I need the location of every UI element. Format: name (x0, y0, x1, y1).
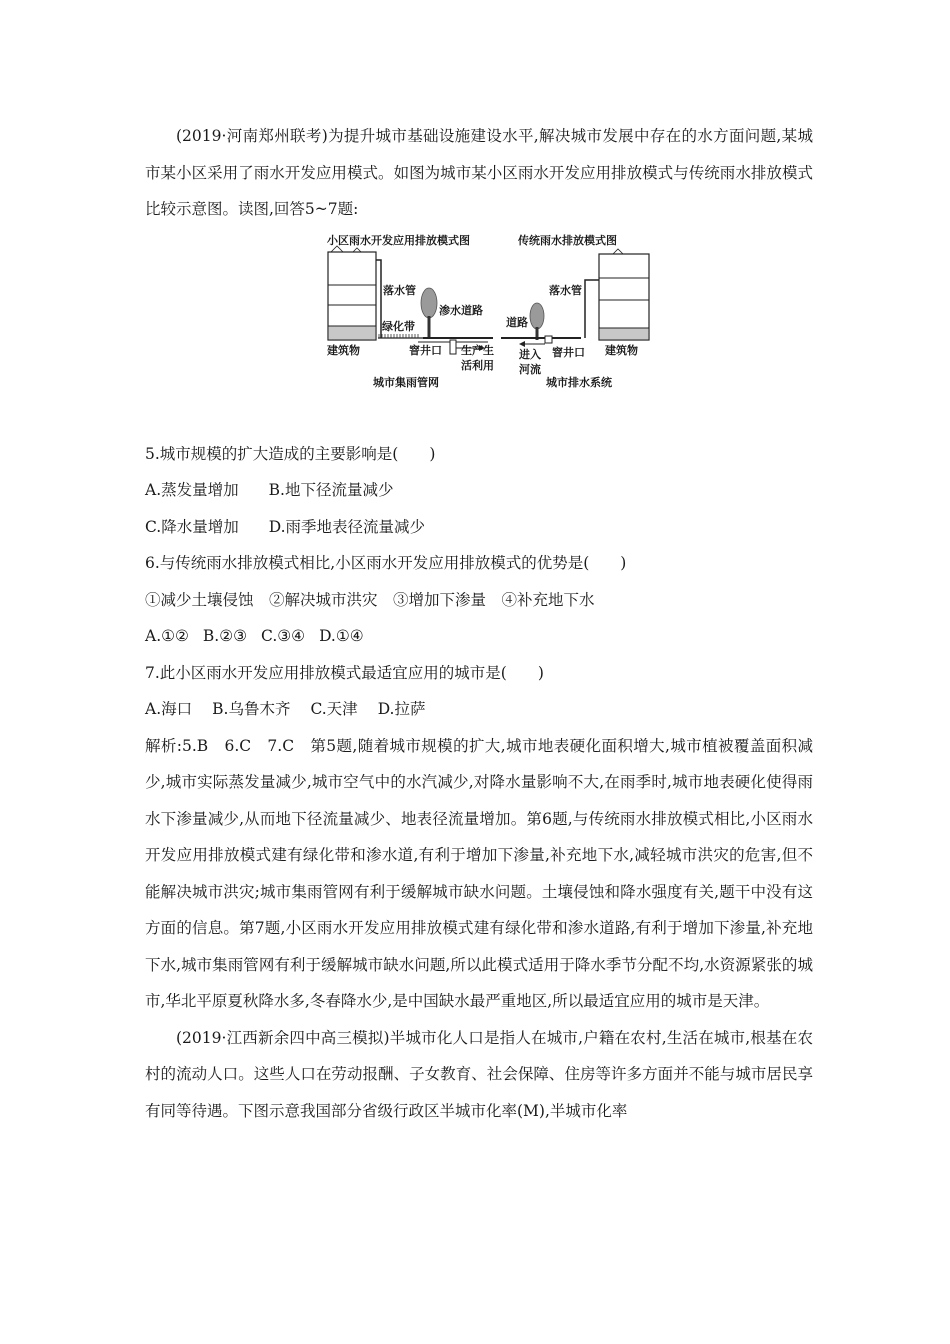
left-downpipe-shape (376, 260, 381, 338)
q6-options (145, 618, 813, 655)
right-building-shape (599, 249, 649, 340)
q7-option-c[interactable]: C.天津 (310, 700, 358, 718)
q5-stem: 5.城市规模的扩大造成的主要影响是( ) (145, 444, 436, 463)
left-downpipe-label: 落水管 (383, 283, 416, 297)
right-manhole-label: 窨井口 (552, 345, 585, 359)
q5-option-d[interactable]: D.雨季地表径流量减少 (268, 517, 426, 536)
left-building-shape (328, 246, 376, 340)
right-downpipe-shape (585, 280, 599, 338)
q6-option-c[interactable]: C.③④ (261, 627, 306, 645)
intro2-paragraph: (2019·江西新余四中高三模拟)半城市化人口是指人在城市,户籍在农村,生活在城市,根基在农村的流动人口。这些人口在劳动报酬、子女教育、社会保障、住房等许多方面并不能与城市居民享有同等待遇。下图示意我国部分省级行政区半城市化率(M),半城市化率 (145, 1028, 813, 1120)
road-label: 道路 (506, 315, 528, 329)
q5-option-a[interactable]: A.蒸发量增加 (145, 481, 239, 499)
document-page (145, 118, 813, 1129)
rainwater-diagram (145, 230, 813, 430)
q6-items: ①减少土壤侵蚀 ②解决城市洪灾 ③增加下渗量 ④补充地下水 (145, 590, 595, 609)
q7-option-d[interactable]: D.拉萨 (377, 700, 426, 718)
left-building-label: 建筑物 (327, 343, 360, 357)
green-belt-shape (378, 334, 423, 338)
q6-option-a[interactable]: A.①② (145, 627, 189, 645)
q6-option-d[interactable]: D.①④ (319, 627, 364, 645)
q5-option-b[interactable]: B.地下径流量减少 (268, 481, 394, 499)
river-line1: 进入 (519, 347, 541, 361)
q5-options-ab (145, 472, 813, 509)
q7-option-b[interactable]: B.乌鲁木齐 (212, 700, 291, 718)
left-network-label: 城市集雨管网 (373, 375, 439, 389)
analysis-paragraph: 解析:5.B 6.C 7.C 第5题,随着城市规模的扩大,城市地表硬化面积增大,城市植被覆盖面积减少,城市实际蒸发量减少,城市空气中的水汽减少,对降水量影响不大,在雨季时,城市地表硬化使得雨水下渗量减少,从而地下径流量减少、地表径流量增加。第6题,与传统雨水排放模式相比,小区雨水开发应用排放模式建有绿化带和渗水道,有利于增加下渗量,补充地下水,减轻城市洪灾的危害,但不能解决城市洪灾;城市集雨管网有利于缓解城市缺水问题。土壤侵蚀和降水强度有关,题干中没有这方面的信息。第7题,小区雨水开发应用排放模式建有绿化带和渗水道路,有利于增加下渗量,补充地下水,城市集雨管网有利于缓解城市缺水问题,所以此模式适用于降水季节分配不均,水资源紧张的城市,华北平原夏秋降水多,冬春降水少,是中国缺水最严重地区,所以最适宜应用的城市是天津。 (145, 736, 813, 1010)
permeable-road-label: 渗水道路 (439, 303, 483, 317)
production-use-line1: 生产生 (461, 343, 494, 357)
production-use-line2: 活利用 (461, 358, 494, 372)
q6-stem: 6.与传统雨水排放模式相比,小区雨水开发应用排放模式的优势是( ) (145, 554, 627, 572)
river-line2: 河流 (519, 362, 541, 376)
q5-options-cd (145, 509, 813, 546)
right-tree-shape (530, 303, 544, 340)
right-network-label: 城市排水系统 (546, 375, 612, 389)
right-building-label: 建筑物 (605, 343, 638, 357)
right-downpipe-label: 落水管 (549, 283, 582, 297)
q7-stem: 7.此小区雨水开发应用排放模式最适宜应用的城市是( ) (145, 663, 544, 682)
rainwater-diagram-svg (323, 230, 653, 390)
left-tree-shape (421, 288, 437, 338)
q5-option-c[interactable]: C.降水量增加 (145, 517, 239, 536)
intro-paragraph: (2019·河南郑州联考)为提升城市基础设施建设水平,解决城市发展中存在的水方面问题,某城市某小区采用了雨水开发应用模式。如图为城市某小区雨水开发应用排放模式与传统雨水排放模式比较示意图。读图,回答5~7题: (145, 127, 813, 218)
q7-options (145, 691, 813, 728)
left-manhole-label: 窨井口 (409, 343, 442, 357)
q6-option-b[interactable]: B.②③ (202, 627, 248, 645)
q7-option-a[interactable]: A.海口 (145, 700, 193, 718)
left-diagram-title: 小区雨水开发应用排放模式图 (327, 233, 470, 247)
green-belt-label: 绿化带 (382, 319, 415, 333)
right-diagram-title: 传统雨水排放模式图 (518, 233, 617, 247)
